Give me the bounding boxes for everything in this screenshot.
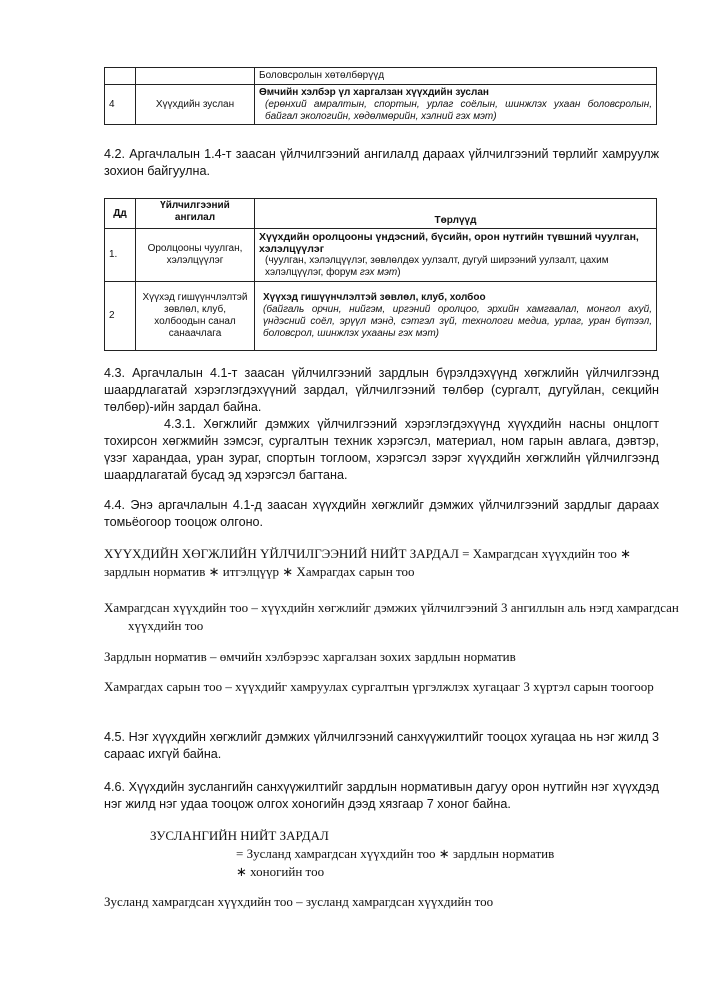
service-name: Хүүхдийн зуслан — [136, 85, 255, 125]
table-cell: Боловсролын хөтөлбөрүүд — [255, 68, 657, 85]
category-cell: Оролцооны чуулган, хэлэлцүүлэг — [136, 229, 255, 282]
header-cell: Дд — [105, 199, 136, 229]
types-cell — [255, 282, 657, 351]
definition-enrolled-children: Хамрагдсан хүүхдийн тоо – хүүхдийн хөгжлийг дэмжих үйлчилгээний 3 ангиллын аль нэгд хамрагдсан хүүхдийн тоо — [104, 600, 679, 633]
table-row — [105, 68, 657, 85]
formula-camp-total: ЗУСЛАНГИЙН НИЙТ ЗАРДАЛ = Зусланд хамрагдсан хүүхдийн тоо ∗ зардлын норматив ∗ хоногийн тоо — [150, 828, 555, 879]
paragraph-4-2: 4.2. Аргачлалын 1.4-т заасан үйлчилгээний ангилалд дараах үйлчилгээний төрлийг хамруулж зохион байгуулна. — [104, 147, 659, 178]
definition-camp-children: Зусланд хамрагдсан хүүхдийн тоо – зусланд хамрагдсан хүүхдийн тоо — [104, 894, 494, 909]
types-title: Хүүхэд гишүүнчлэлтэй зөвлөл, клуб, холбоо — [263, 292, 486, 303]
table-row — [105, 85, 657, 125]
paragraph-4-6: 4.6. Хүүхдийн зуслангийн санхүүжилтийг зардлын нормативын дагуу орон нутгийн нэг хүүхдэд нэг жилд нэг удаа тооцож олгох хоногийн дээд хязгаар 7 хоног байна. — [104, 780, 659, 811]
types-details: (байгаль орчин, нийгэм, иргэний оролцоо, эрхийн хамгаалал, монгол ахуй, үндэсний соёл, эрүүл мэнд, сэтгэл зүй, технологи медиа, урлаг, уран бүтээл, боловсрол, шинжлэх ухааны гэх мэт) — [263, 304, 652, 339]
service-type-title: Өмчийн хэлбэр үл харгалзан хүүхдийн зуслан — [259, 86, 489, 98]
row-number: 1. — [105, 229, 136, 282]
header-cell: Үйлчилгээний ангилал — [136, 199, 255, 229]
definition-months: Хамрагдах сарын тоо – хүүхдийг хамруулах сургалтын үргэлжлэх хугацааг 3 хүртэл сарын тоогоор — [104, 679, 654, 694]
formula-development-total: ХҮҮХДИЙН ХӨГЖЛИЙН ҮЙЛЧИЛГЭЭНИЙ НИЙТ ЗАРДАЛ = Хамрагдсан хүүхдийн тоо ∗ зардлын норматив ∗ итгэлцүүр ∗ Хамрагдах сарын тоо — [104, 546, 632, 579]
table-row — [105, 282, 657, 351]
row-number: 2 — [105, 282, 136, 351]
table-cell — [255, 85, 657, 125]
paragraph-4-3-1: 4.3.1. Хөгжлийг дэмжих үйлчилгээний хэрэглэгдэхүүнд хүүхдийн насны онцлогт тохирсон хөгжмийн зэмсэг, сургалтын техник хэрэгсэл, материал, ном гарын авлага, дэвтэр, үзэг харандаа, уран зураг, спортын тоглоом, хэрэгсэл зэрэг хүүхдийн хөгжлийн үйлчилгээнд шаардлагатай бусад эд хэрэгсэл багтана. — [104, 417, 659, 482]
category-cell: Хүүхэд гишүүнчлэлтэй зөвлөл, клуб, холбоодын санал санаачлага — [136, 282, 255, 351]
service-type-details: (ерөнхий амралтын, спортын, урлаг соёлын, шинжлэх ухаан боловсролын, байгал экологийн, хөдөлмөрийн, хэлний гэх мэт) — [265, 98, 652, 122]
types-title: Хүүхдийн оролцооны үндэсний, бүсийн, орон нутгийн түвшний чуулган, хэлэлцүүлэг — [259, 231, 639, 255]
table-header-row — [105, 199, 657, 229]
types-cell — [255, 229, 657, 282]
table-continuation — [104, 67, 657, 125]
paragraph-4-5: 4.5. Нэг хүүхдийн хөгжлийг дэмжих үйлчилгээний санхүүжилтийг тооцох хугацаа нь нэг жилд 3 сараас ихгүй байна. — [104, 730, 659, 761]
paragraph-4-3: 4.3. Аргачлалын 4.1-т заасан үйлчилгээний зардлын бүрэлдэхүүнд хөгжлийн үйлчилгээнд шаардлагатай хэрэглэгдэхүүний зардал, үйлчилгээний төлбөр (сургалт, дугуйлан, секцийн төлбөр)-ийн зардал байна. — [104, 366, 659, 414]
service-types-table — [104, 198, 657, 351]
types-details: (чуулган, хэлэлцүүлэг, зөвлөлдөх уулзалт, дугуй ширээний уулзалт, цахим хэлэлцүүлэг, форум гэх мэт) — [265, 255, 609, 278]
header-cell: Төрлүүд — [255, 199, 657, 229]
table-row — [105, 229, 657, 282]
row-number: 4 — [105, 85, 136, 125]
definition-cost-norm: Зардлын норматив – өмчийн хэлбэрээс харгалзан зохих зардлын норматив — [104, 649, 516, 664]
paragraph-4-4: 4.4. Энэ аргачлалын 4.1-д заасан хүүхдийн хөгжлийг дэмжих үйлчилгээний зардлыг дараах томьёогоор тооцож олгоно. — [104, 498, 659, 529]
